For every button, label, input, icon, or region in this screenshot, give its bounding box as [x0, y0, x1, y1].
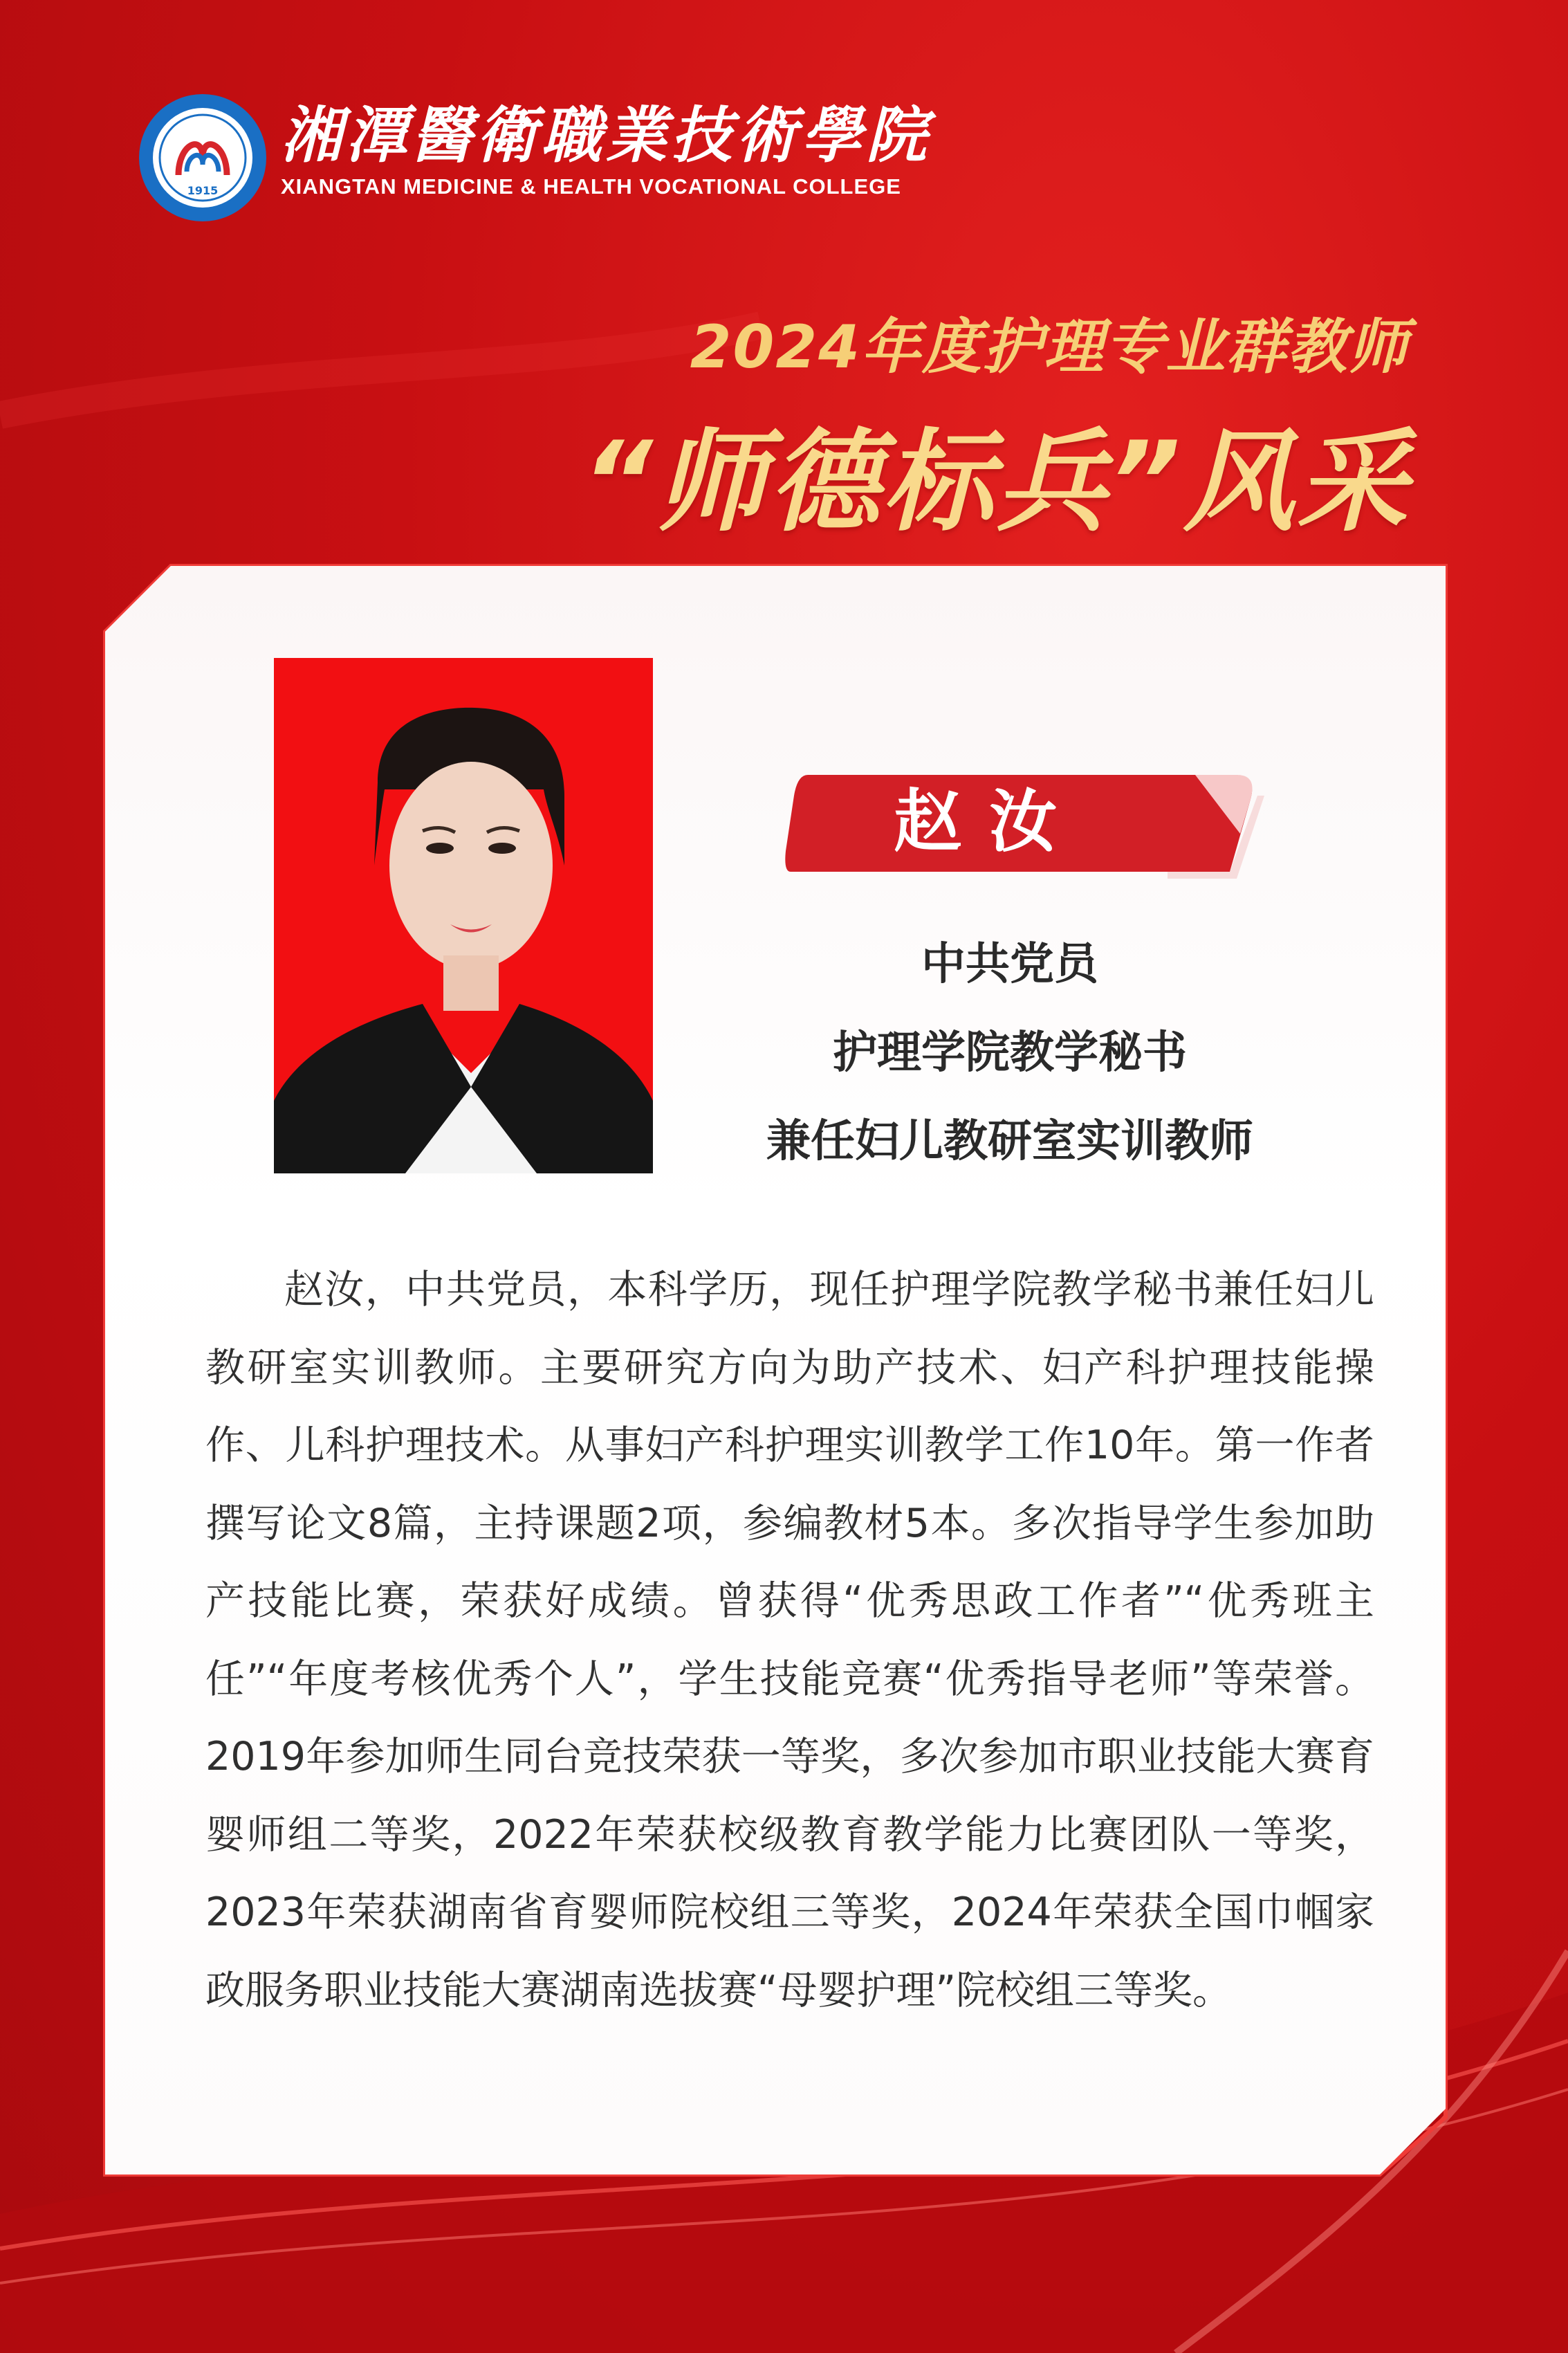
teacher-biography: 赵汝，中共党员，本科学历，现任护理学院教学秘书兼任妇儿教研室实训教师。主要研究方向为助产技术、妇产科护理技能操作、儿科护理技术。从事妇产科护理实训教学工作10年。第一作者撰写论文8篇，主持课题2项，参编教材5本。多次指导学生参加助产技能比赛，荣获好成绩。曾获得“优秀思政工作者”“优秀班主任”“年度考核优秀个人”，学生技能竞赛“优秀指导老师”等荣誉。2019年参加师生同台竞技荣获一等奖，多次参加市职业技能大赛育婴师组二等奖，2022年荣获校级教育教学能力比赛团队一等奖，2023年荣获湖南省育婴师院校组三等奖，2024年荣获全国巾帼家政服务职业技能大赛湖南选拔赛“母婴护理”院校组三等奖。 [205, 1267, 1374, 2013]
role-secretary: 护理学院教学秘书 [833, 1027, 1187, 1079]
portrait-photo [274, 658, 653, 1173]
role-party: 中共党员 [921, 939, 1098, 990]
poster-title-line1: 2024年度护理专业群教师 [690, 313, 1409, 382]
role-trainer: 兼任妇儿教研室实训教师 [766, 1116, 1253, 1167]
college-name-en: XIANGTAN MEDICINE & HEALTH VOCATIONAL COLLEGE [281, 174, 901, 199]
poster-title-line2: “师德标兵”风采 [581, 417, 1410, 547]
logo-year: 1915 [187, 184, 219, 197]
college-seal-icon [137, 92, 268, 223]
teacher-name: 赵汝 [893, 782, 1085, 861]
college-name-cn: 湘潭醫衛職業技術學院 [281, 99, 932, 171]
teacher-roles [692, 920, 1328, 1186]
